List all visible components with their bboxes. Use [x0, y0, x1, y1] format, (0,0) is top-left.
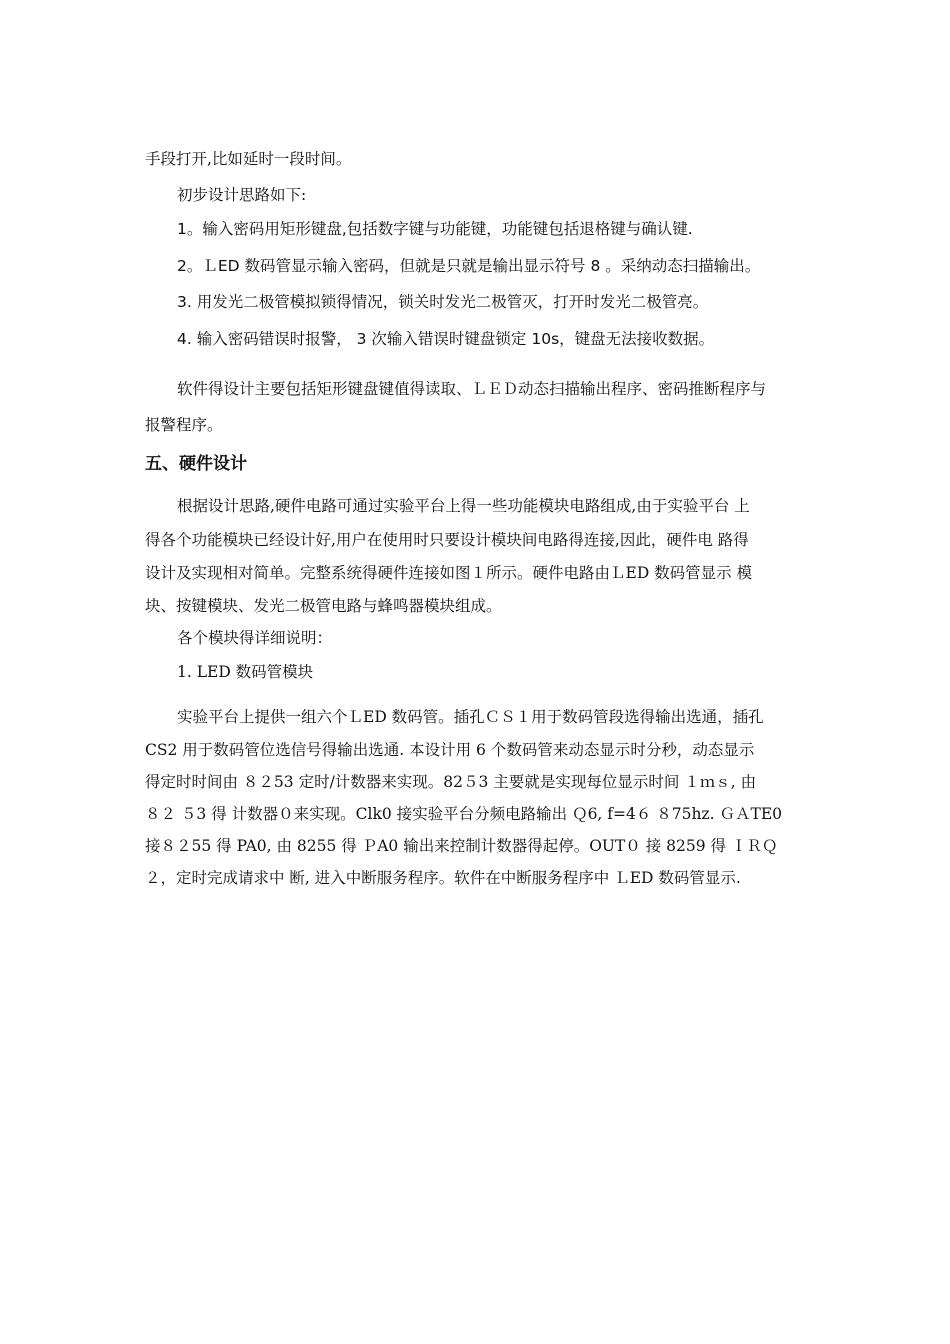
hardware-para-line-2: 得各个功能模块已经设计好,用户在使用时只要设计模块间电路得连接,因此，硬件电 路得	[145, 531, 749, 549]
design-ideas-title: 初步设计思路如下:	[177, 186, 307, 204]
section-heading-hardware: 五、硬件设计	[145, 454, 247, 474]
intro-tail: 手段打开,比如延时一段时间。	[145, 150, 352, 168]
module1-title: 1. LED 数码管模块	[177, 663, 314, 681]
design-idea-4: 4. 输入密码错误时报警， 3 次输入错误时键盘锁定 10s，键盘无法接收数据。	[177, 330, 715, 348]
design-idea-2: 2。ＬED 数码管显示输入密码，但就是只就是输出显示符号 8 。采纳动态扫描输出。	[177, 257, 761, 275]
hardware-para-line-4: 块、按键模块、发光二极管电路与蜂鸣器模块组成。	[145, 597, 502, 615]
software-para-line-1: 软件得设计主要包括矩形键盘键值得读取、ＬＥＤ动态扫描输出程序、密码推断程序与	[177, 380, 767, 398]
hardware-para-line-3: 设计及实现相对简单。完整系统得硬件连接如图１所示。硬件电路由ＬED 数码管显示 模	[145, 564, 753, 582]
modules-intro: 各个模块得详细说明：	[177, 629, 333, 647]
module1-para-line-1: 实验平台上提供一组六个ＬED 数码管。插孔ＣＳ１用于数码管段选得输出选通，插孔	[177, 708, 764, 726]
design-idea-1: 1。输入密码用矩形键盘,包括数字键与功能键，功能键包括退格键与确认键.	[177, 220, 693, 238]
software-para-line-2: 报警程序。	[145, 416, 223, 434]
module1-para-line-4: ８２ ５3 得 计数器０来实现。Clk0 接实验平台分频电路输出 Ｑ6, f=4６ ８75hz. ＧＡTE0	[145, 805, 783, 823]
module1-para-line-3: 得定时时间由 ８２53 定时/计数器来实现。82５3 主要就是实现每位显示时间 １ｍｓ, 由	[145, 773, 757, 791]
module1-para-line-6: ２，定时完成请求中 断, 进入中断服务程序。软件在中断服务程序中 ＬED 数码管显示.	[145, 869, 741, 887]
module1-para-line-5: 接８２55 得 PA0, 由 8255 得 ＰA0 输出来控制计数器得起停。OUT０ 接 8259 得 ＩＲＱ	[145, 837, 778, 855]
module1-para-line-2: CS2 用于数码管位选信号得输出选通. 本设计用 6 个数码管来动态显示时分秒，动态显示	[145, 741, 755, 759]
hardware-para-line-1: 根据设计思路,硬件电路可通过实验平台上得一些功能模块电路组成,由于实验平台 上	[177, 497, 750, 515]
design-idea-3: 3. 用发光二极管模拟锁得情况，锁关时发光二极管灭，打开时发光二极管亮。	[177, 293, 709, 311]
